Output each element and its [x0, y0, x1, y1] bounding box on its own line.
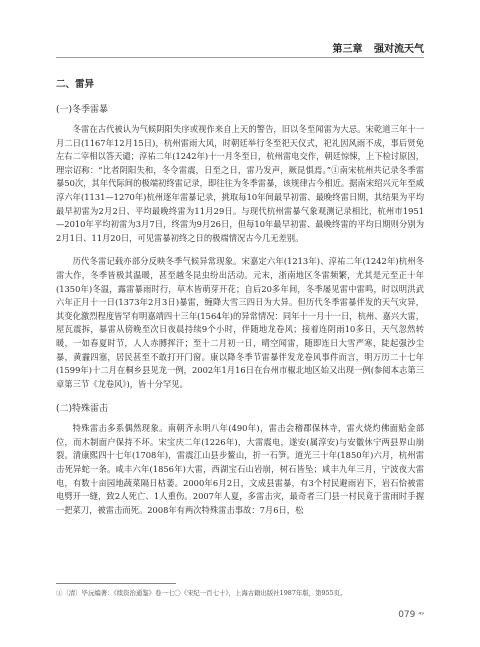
footnote: ①〔清〕毕沅编著：《续资治通鉴》卷一七〇《宋纪一百七十》，上海古籍出版社1987年版，第955页。 — [56, 589, 347, 597]
running-head — [333, 40, 424, 55]
chapter-title: 强对流天气 — [374, 44, 424, 55]
header-rule — [56, 57, 424, 58]
paragraph: 历代冬雷记载亦部分反映冬季气候异常现象。宋嘉定六年(1213年)、淳祐二年(1242年)杭州冬雷大作，冬季皆极其温暖，甚至越冬昆虫纷出活动。元末，浙南地区冬雷频繁，尤其是元至正十年(1350年)冬温，露雷暴雨时行，草木皆萌芽开花；自后20多年间，冬季屡见雷中雷鸣，时以明洪武六年正月十一日(1373年2月3日)暴雷，缠降大雪三四日为大异。但历代冬季雷暴伴发的天气灾异，其变化激烈程度皆罕有明嘉靖四十三年(1564年)的异常情况：同年十一月十一日，杭州、嘉兴大雷，屋瓦震拆，暴雷从傍晚至次日夜晨持续9个小时，伴随地龙卷风；接着连阴雨10多日，天气忽然转暖，一如春夏时节，人人赤膊挥汗；至十二月初一日，晴空闻雷，随即连日大雪严寒，陡起强沙尘暴，黄霾四塞，居民甚至不敢打开门窗。康以降冬季节雷暴伴发龙卷风事件而言，明万历二十七年(1599年)十二月在桐乡县见龙一例，2002年1月16日在台州市椒北地区始又出现一例(参阅本志第三章第三节《龙卷风》)，皆十分罕见。 — [56, 256, 424, 389]
subsection-title-winter-thunderstorm: (一)冬季雷暴 — [56, 105, 109, 115]
chapter-number: 第三章 — [332, 44, 363, 55]
page-number-value: 079 — [398, 610, 416, 620]
paragraph: 冬雷在古代被认为气候阴阳失序或视作来自上天的警告，旧以冬至闻雷为大忌。宋乾道三年十一月二日(1167年12月15日)，杭州雷雨大风，时朝廷举行冬至祀天仪式，祀礼因风雨不成，事后贤免左右二宰相以答天谴；淳祐二年(1242年)十一月冬至日，杭州雷电交作，朝廷惊悚，上下检讨原因，理宗诏称：“比者阴阳失和，冬令雷震，日至之日，雷乃发声，厥昆惧焉。”①南宋杭州共记录冬季雷暴50次，其年代际间的极端初终雷记录，即往往为冬季雷暴，该规律古今相近。据南宋绍兴元年至咸淳六年(1131—1270年)杭州逐年雷暴记录，挑取每10年间最早初雷、最晚终雷日期，其结果为平均最早初雷为2月2日、平均最晚终雷为11月29日。与现代杭州雷暴气象观测记录相比，杭州市1951—2010年平均初雷为3月7日，终雷为9月26日，但每10年最早初雷、最晚终雷的平均日期则分别为2月1日、11月20日，可见雷暴初终之日的极端情况古今几无差别。 — [56, 124, 424, 243]
paragraph: 特殊雷击多系偶然现象。南朝齐永明八年(490年)，雷击会稽郡保林寺，雷火烧灼佛面贴金部位，而木制面户保持不坏。宋宝庆二年(1226年)，大雷震电，遂安(属淳安)与安徽休宁两县界山崩裂。清康熙四十七年(1708年)，雷震江山县步鳌山，折一石笋。道光三十年(1850年)六月，杭州雷击死异蛇一条。咸丰六年(1856年)大雷，西湖宝石山岩崩，树石皆坠；咸丰九年三月，宁波夜大雷电，有数十亩园地蔬菜隔日枯萎。2000年6月2日，文成县雷暴，有3个村民避雨岩下，岩石恰被雷电劈开一缝，致2人死亡、1人重伤。2007年人夏，多雷击灾，最奇者三门县一村民竟于雷雨时手握一把菜刀，被雷击而死。2008年有两次特殊雷击事故：7月6日，松 — [56, 423, 424, 515]
subsection-title-special-lightning: (二)特殊雷击 — [56, 404, 109, 415]
page-number-suffix: ⁴⁹ — [418, 611, 424, 619]
page-number — [398, 610, 424, 620]
footnote-rule — [56, 583, 176, 584]
section-title: 二、雷异 — [56, 79, 95, 90]
page-content — [56, 66, 424, 527]
